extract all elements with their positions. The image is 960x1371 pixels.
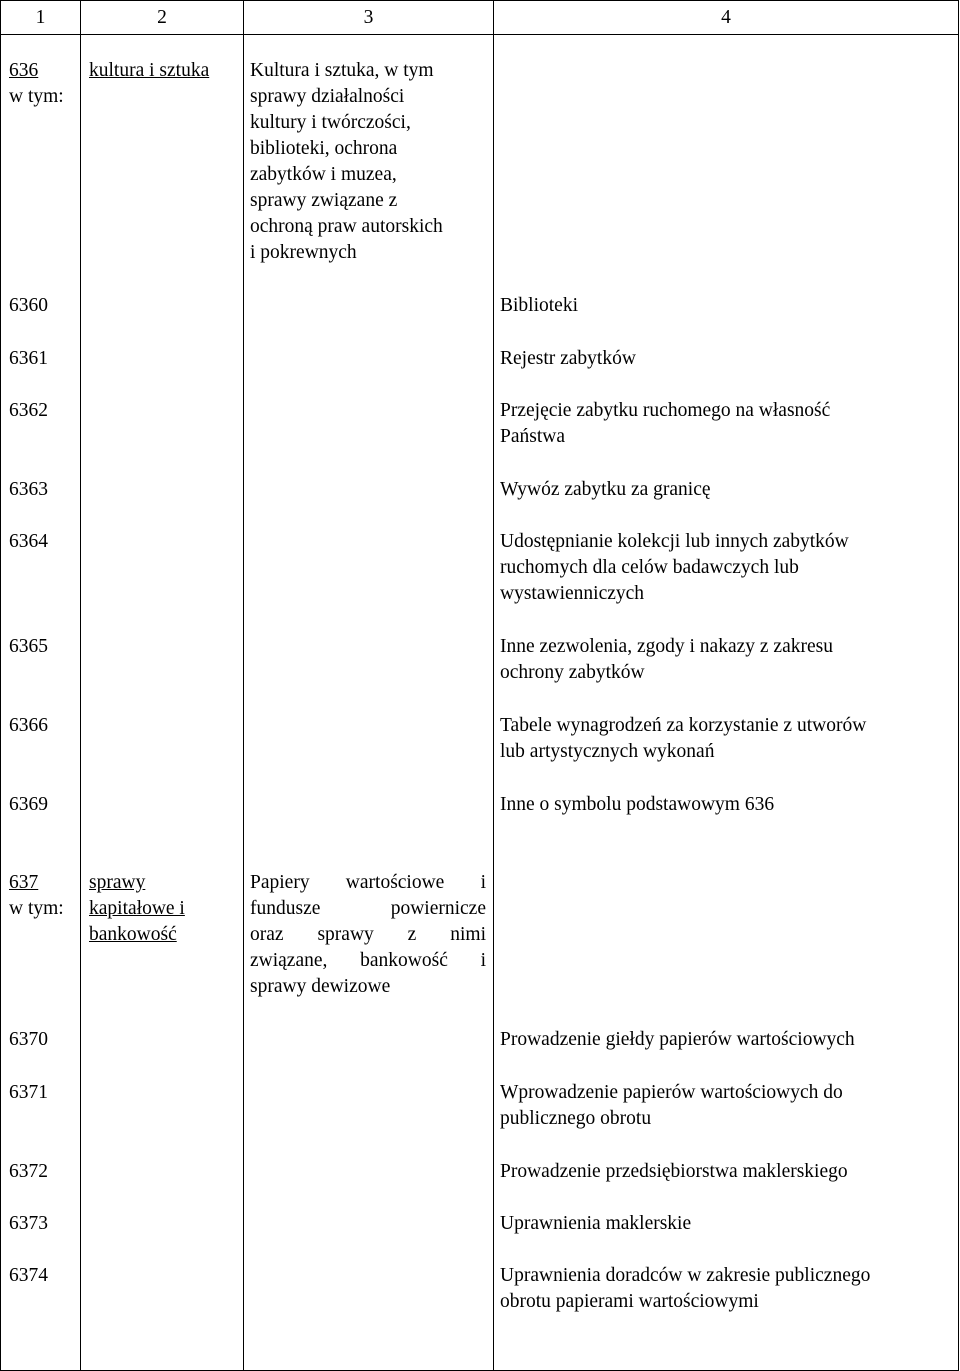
- section-636-full-line: biblioteki, ochrona: [250, 138, 398, 159]
- item-code: 6370: [9, 1029, 48, 1050]
- section-637-short-line: kapitałowe i: [89, 898, 185, 919]
- item-description: wystawienniczych: [500, 583, 645, 604]
- item-code: 6371: [9, 1082, 48, 1103]
- section-637-short-line: bankowość: [89, 924, 177, 945]
- section-637-full-line: oraz sprawy z nimi: [250, 924, 486, 945]
- item-description: Tabele wynagrodzeń za korzystanie z utworów: [500, 715, 867, 736]
- section-636-sub: w tym:: [9, 86, 64, 107]
- item-code: 6363: [9, 479, 48, 500]
- full-name-column: [244, 35, 494, 1371]
- item-description: Udostępnianie kolekcji lub innych zabytków: [500, 531, 849, 552]
- item-code: 6361: [9, 348, 48, 369]
- item-description: obrotu papierami wartościowymi: [500, 1291, 759, 1312]
- section-636-full-line: sprawy związane z: [250, 190, 398, 211]
- short-name-column: [81, 35, 244, 1371]
- section-637-short-line: sprawy: [89, 872, 146, 893]
- item-description: Prowadzenie giełdy papierów wartościowych: [500, 1029, 855, 1050]
- section-637-full-line: fundusze powiernicze: [250, 898, 486, 919]
- section-637-sub: w tym:: [9, 898, 64, 919]
- header-col-2: 2: [81, 1, 244, 35]
- section-636-full-line: zabytków i muzea,: [250, 164, 397, 185]
- item-description: Państwa: [500, 426, 565, 447]
- item-description: Uprawnienia doradców w zakresie publicznego: [500, 1265, 871, 1286]
- item-description: Uprawnienia maklerskie: [500, 1213, 692, 1234]
- header-col-1: 1: [1, 1, 81, 35]
- section-636-full-line: i pokrewnych: [250, 242, 357, 263]
- section-637-code: 637: [9, 872, 39, 893]
- section-637-full-line: związane, bankowość i: [250, 950, 486, 971]
- item-code: 6373: [9, 1213, 48, 1234]
- item-code: 6366: [9, 715, 48, 736]
- item-description: ruchomych dla celów badawczych lub: [500, 557, 799, 578]
- section-636-full-line: kultury i twórczości,: [250, 112, 411, 133]
- item-code: 6360: [9, 295, 48, 316]
- item-description: Wprowadzenie papierów wartościowych do: [500, 1082, 843, 1103]
- header-row: [1, 1, 959, 35]
- header-col-3: 3: [244, 1, 494, 35]
- item-code: 6365: [9, 636, 48, 657]
- item-description: lub artystycznych wykonań: [500, 741, 715, 762]
- item-code: 6372: [9, 1161, 48, 1182]
- section-636-full-line: Kultura i sztuka, w tym: [250, 60, 434, 81]
- item-code: 6369: [9, 794, 48, 815]
- item-description: Biblioteki: [500, 295, 578, 316]
- section-636-full-line: sprawy działalności: [250, 86, 405, 107]
- description-column: [494, 35, 959, 1371]
- item-description: Rejestr zabytków: [500, 348, 636, 369]
- section-637-full-line: sprawy dewizowe: [250, 976, 391, 997]
- item-description: publicznego obrotu: [500, 1108, 652, 1129]
- section-636-full-line: ochroną praw autorskich: [250, 216, 443, 237]
- header-col-4: 4: [494, 1, 959, 35]
- codes-column: [1, 35, 81, 1371]
- section-636-short-name: kultura i sztuka: [89, 60, 210, 81]
- item-code: 6362: [9, 400, 48, 421]
- item-description: Przejęcie zabytku ruchomego na własność: [500, 400, 831, 421]
- item-description: Prowadzenie przedsiębiorstwa maklerskiego: [500, 1161, 848, 1182]
- table-body-row: [1, 35, 959, 1371]
- item-description: Inne zezwolenia, zgody i nakazy z zakresu: [500, 636, 833, 657]
- section-637-full-line: Papiery wartościowe i: [250, 872, 486, 893]
- item-description: Inne o symbolu podstawowym 636: [500, 794, 775, 815]
- item-code: 6374: [9, 1265, 48, 1286]
- item-description: Wywóz zabytku za granicę: [500, 479, 711, 500]
- item-code: 6364: [9, 531, 48, 552]
- section-636-code: 636: [9, 60, 39, 81]
- item-description: ochrony zabytków: [500, 662, 645, 683]
